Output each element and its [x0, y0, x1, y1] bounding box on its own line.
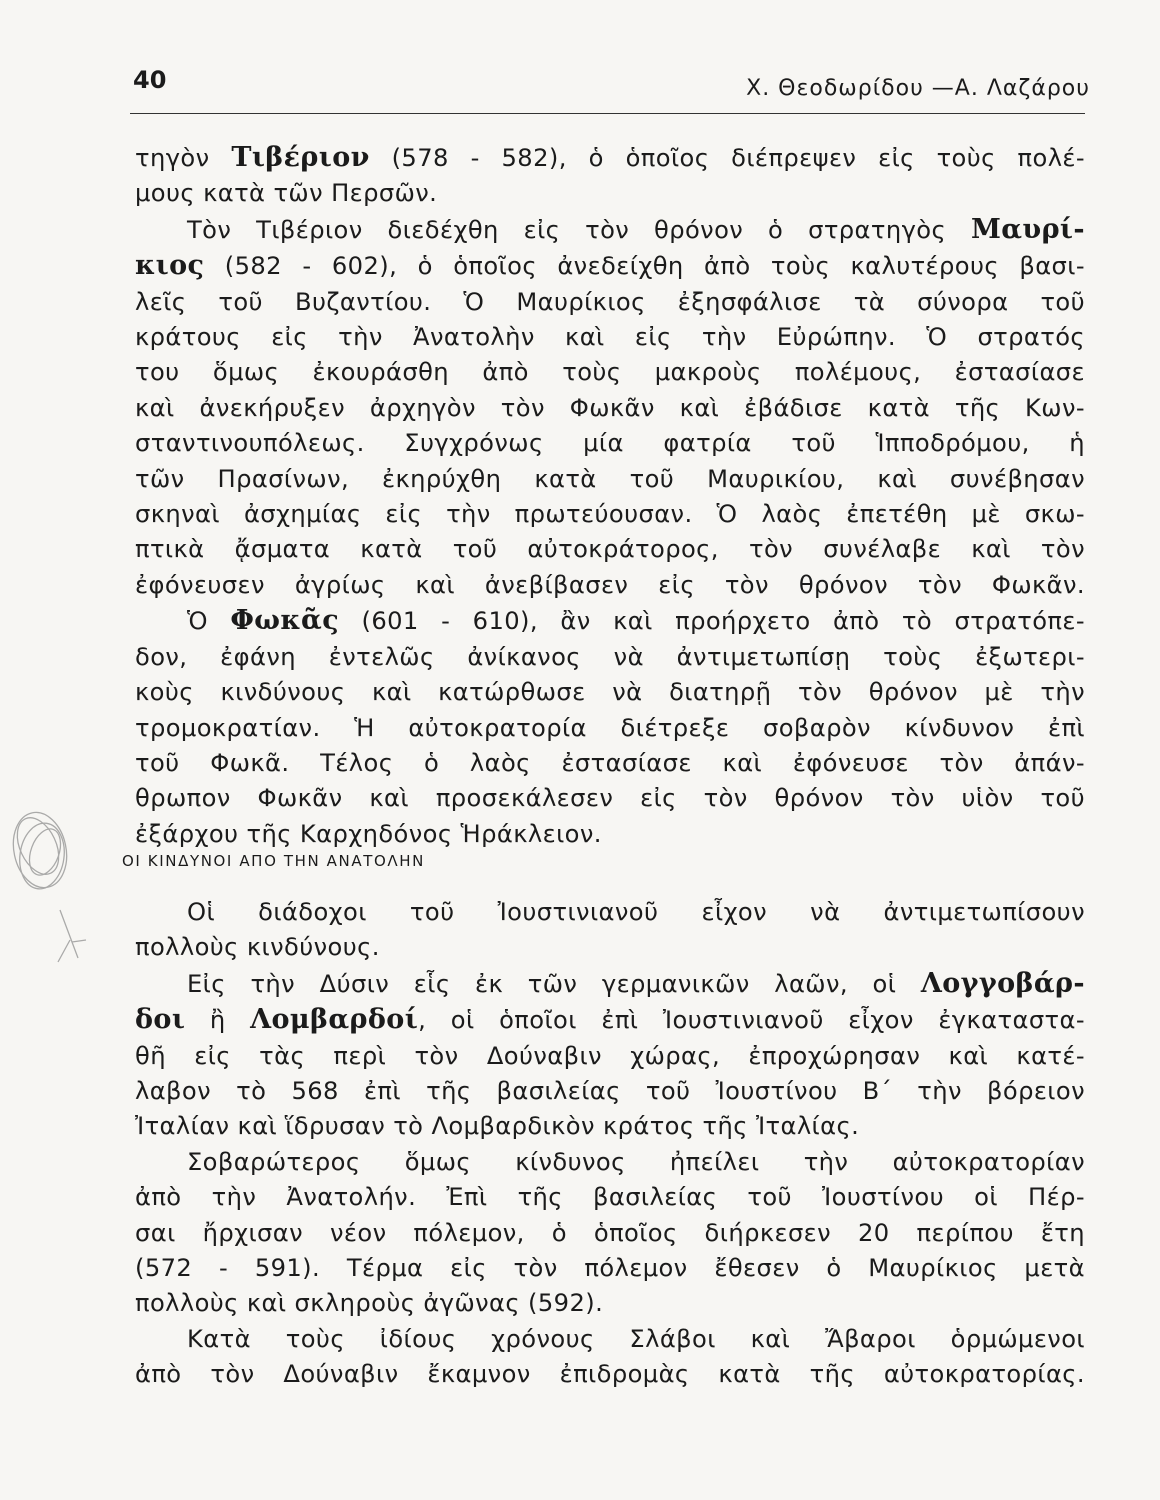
text-line: θῆ εἰς τὰς περὶ τὸν Δούναβιν χώρας, ἐπροχώρησαν καὶ κατέ- [135, 1041, 1085, 1070]
text-line: μους κατὰ τῶν Περσῶν. [135, 179, 438, 208]
text-line: πτικὰ ᾄσματα κατὰ τοῦ αὐτοκράτορος, τὸν συνέλαβε καὶ τὸν [135, 535, 1085, 564]
text-line: ἐφόνευσεν ἀγρίως καὶ ἀνεβίβασεν εἰς τὸν θρόνον τὸν Φωκᾶν. [135, 570, 1085, 599]
header-rule [130, 113, 1085, 114]
text-line: δον, ἐφάνη ἐντελῶς ἀνίκανος νὰ ἀντιμετωπίσῃ τοὺς ἐξωτερι- [135, 642, 1085, 671]
text-line: Κατὰ τοὺς ἰδίους χρόνους Σλάβοι καὶ Ἄβαροι ὁρμώμενοι [187, 1324, 1085, 1353]
section-heading: ΟΙ ΚΙΝΔΥΝΟΙ ΑΠΟ ΤΗΝ ΑΝΑΤΟΛΗΝ [122, 852, 425, 870]
text-line: Ἰταλίαν καὶ ἵδρυσαν τὸ Λομβαρδικὸν κράτος τῆς Ἰταλίας. [135, 1112, 860, 1141]
text-line: ἀπὸ τὸν Δούναβιν ἔκαμνον ἐπιδρομὰς κατὰ τῆς αὐτοκρατορίας. [135, 1360, 1085, 1389]
text-line: κοὺς κινδύνους καὶ κατώρθωσε νὰ διατηρῇ τὸν θρόνον μὲ τὴν [135, 678, 1085, 707]
text-line: Τὸν Τιβέριον διεδέχθη εἰς τὸν θρόνον ὁ στρατηγὸς Μαυρί- [187, 213, 1085, 245]
page-number: 40 [133, 66, 167, 94]
text-line: τῶν Πρασίνων, ἐκηρύχθη κατὰ τοῦ Μαυρικίου, καὶ συνέβησαν [135, 464, 1085, 493]
main-text-section-1 [135, 140, 1085, 852]
main-text-section-2 [135, 895, 1085, 1393]
text-line: τρομοκρατίαν. Ἡ αὐτοκρατορία διέτρεξε σοβαρὸν κίνδυνον ἐπὶ [135, 713, 1085, 742]
running-header: Χ. Θεοδωρίδου —Α. Λαζάρου [746, 76, 1090, 101]
text-line: ἐξάρχου τῆς Καρχηδόνος Ἡράκλειον. [135, 819, 602, 848]
text-line: ἀπὸ τὴν Ἀνατολήν. Ἐπὶ τῆς βασιλείας τοῦ Ἰουστίνου οἱ Πέρ- [135, 1183, 1085, 1212]
text-line: θρωπον Φωκᾶν καὶ προσεκάλεσεν εἰς τὸν θρόνον τὸν υἱὸν τοῦ [135, 784, 1085, 813]
text-line: λαβον τὸ 568 ἐπὶ τῆς βασιλείας τοῦ Ἰουστίνου Β΄ τὴν βόρειον [135, 1077, 1085, 1106]
text-line: τηγὸν Τιβέριον (578 - 582), ὁ ὁποῖος διέπρεψεν εἰς τοὺς πολέ- [135, 142, 1086, 173]
text-line: Σοβαρώτερος ὅμως κίνδυνος ἠπείλει τὴν αὐτοκρατορίαν [187, 1147, 1085, 1176]
text-line: σκηναὶ ἀσχημίας εἰς τὴν πρωτεύουσαν. Ὁ λαὸς ἐπετέθη μὲ σκω- [135, 500, 1085, 529]
text-line: του ὅμως ἐκουράσθη ἀπὸ τοὺς μακροὺς πολέμους, ἐστασίασε [135, 358, 1085, 387]
pencil-scribble-mark [0, 790, 95, 980]
text-line: Εἰς τὴν Δύσιν εἷς ἐκ τῶν γερμανικῶν λαῶν, οἱ Λογγοβάρ- [187, 967, 1085, 999]
text-line: κιος (582 - 602), ὁ ὁποῖος ἀνεδείχθη ἀπὸ τοὺς καλυτέρους βασι- [135, 250, 1085, 282]
text-line: τοῦ Φωκᾶ. Τέλος ὁ λαὸς ἐστασίασε καὶ ἐφόνευσε τὸν ἀπάν- [135, 748, 1085, 777]
text-line: πολλοὺς καὶ σκληροὺς ἀγῶνας (592). [135, 1289, 604, 1318]
text-line: σταντινουπόλεως. Συγχρόνως μία φατρία τοῦ Ἱπποδρόμου, ἡ [135, 429, 1085, 458]
text-line: σαι ἤρχισαν νέον πόλεμον, ὁ ὁποῖος διήρκεσεν 20 περίπου ἔτη [135, 1218, 1085, 1247]
text-line: Ὁ Φωκᾶς (601 - 610), ἂν καὶ προήρχετο ἀπὸ τὸ στρατόπε- [187, 605, 1085, 637]
text-line: Οἱ διάδοχοι τοῦ Ἰουστινιανοῦ εἶχον νὰ ἀντιμετωπίσουν [187, 898, 1085, 926]
text-line: λεῖς τοῦ Βυζαντίου. Ὁ Μαυρίκιος ἐξησφάλισε τὰ σύνορα τοῦ [135, 287, 1085, 316]
text-line: (572 - 591). Τέρμα εἰς τὸν πόλεμον ἔθεσεν ὁ Μαυρίκιος μετὰ [135, 1254, 1085, 1283]
text-line: δοι ἢ Λομβαρδοί, οἱ ὁποῖοι ἐπὶ Ἰουστινιανοῦ εἶχον ἐγκαταστα- [135, 1004, 1085, 1036]
text-line: καὶ ἀνεκήρυξεν ἀρχηγὸν τὸν Φωκᾶν καὶ ἐβάδισε κατὰ τῆς Κων- [135, 393, 1085, 422]
text-line: κράτους εἰς τὴν Ἀνατολὴν καὶ εἰς τὴν Εὐρώπην. Ὁ στρατός [135, 323, 1085, 352]
text-line: πολλοὺς κινδύνους. [135, 933, 380, 962]
